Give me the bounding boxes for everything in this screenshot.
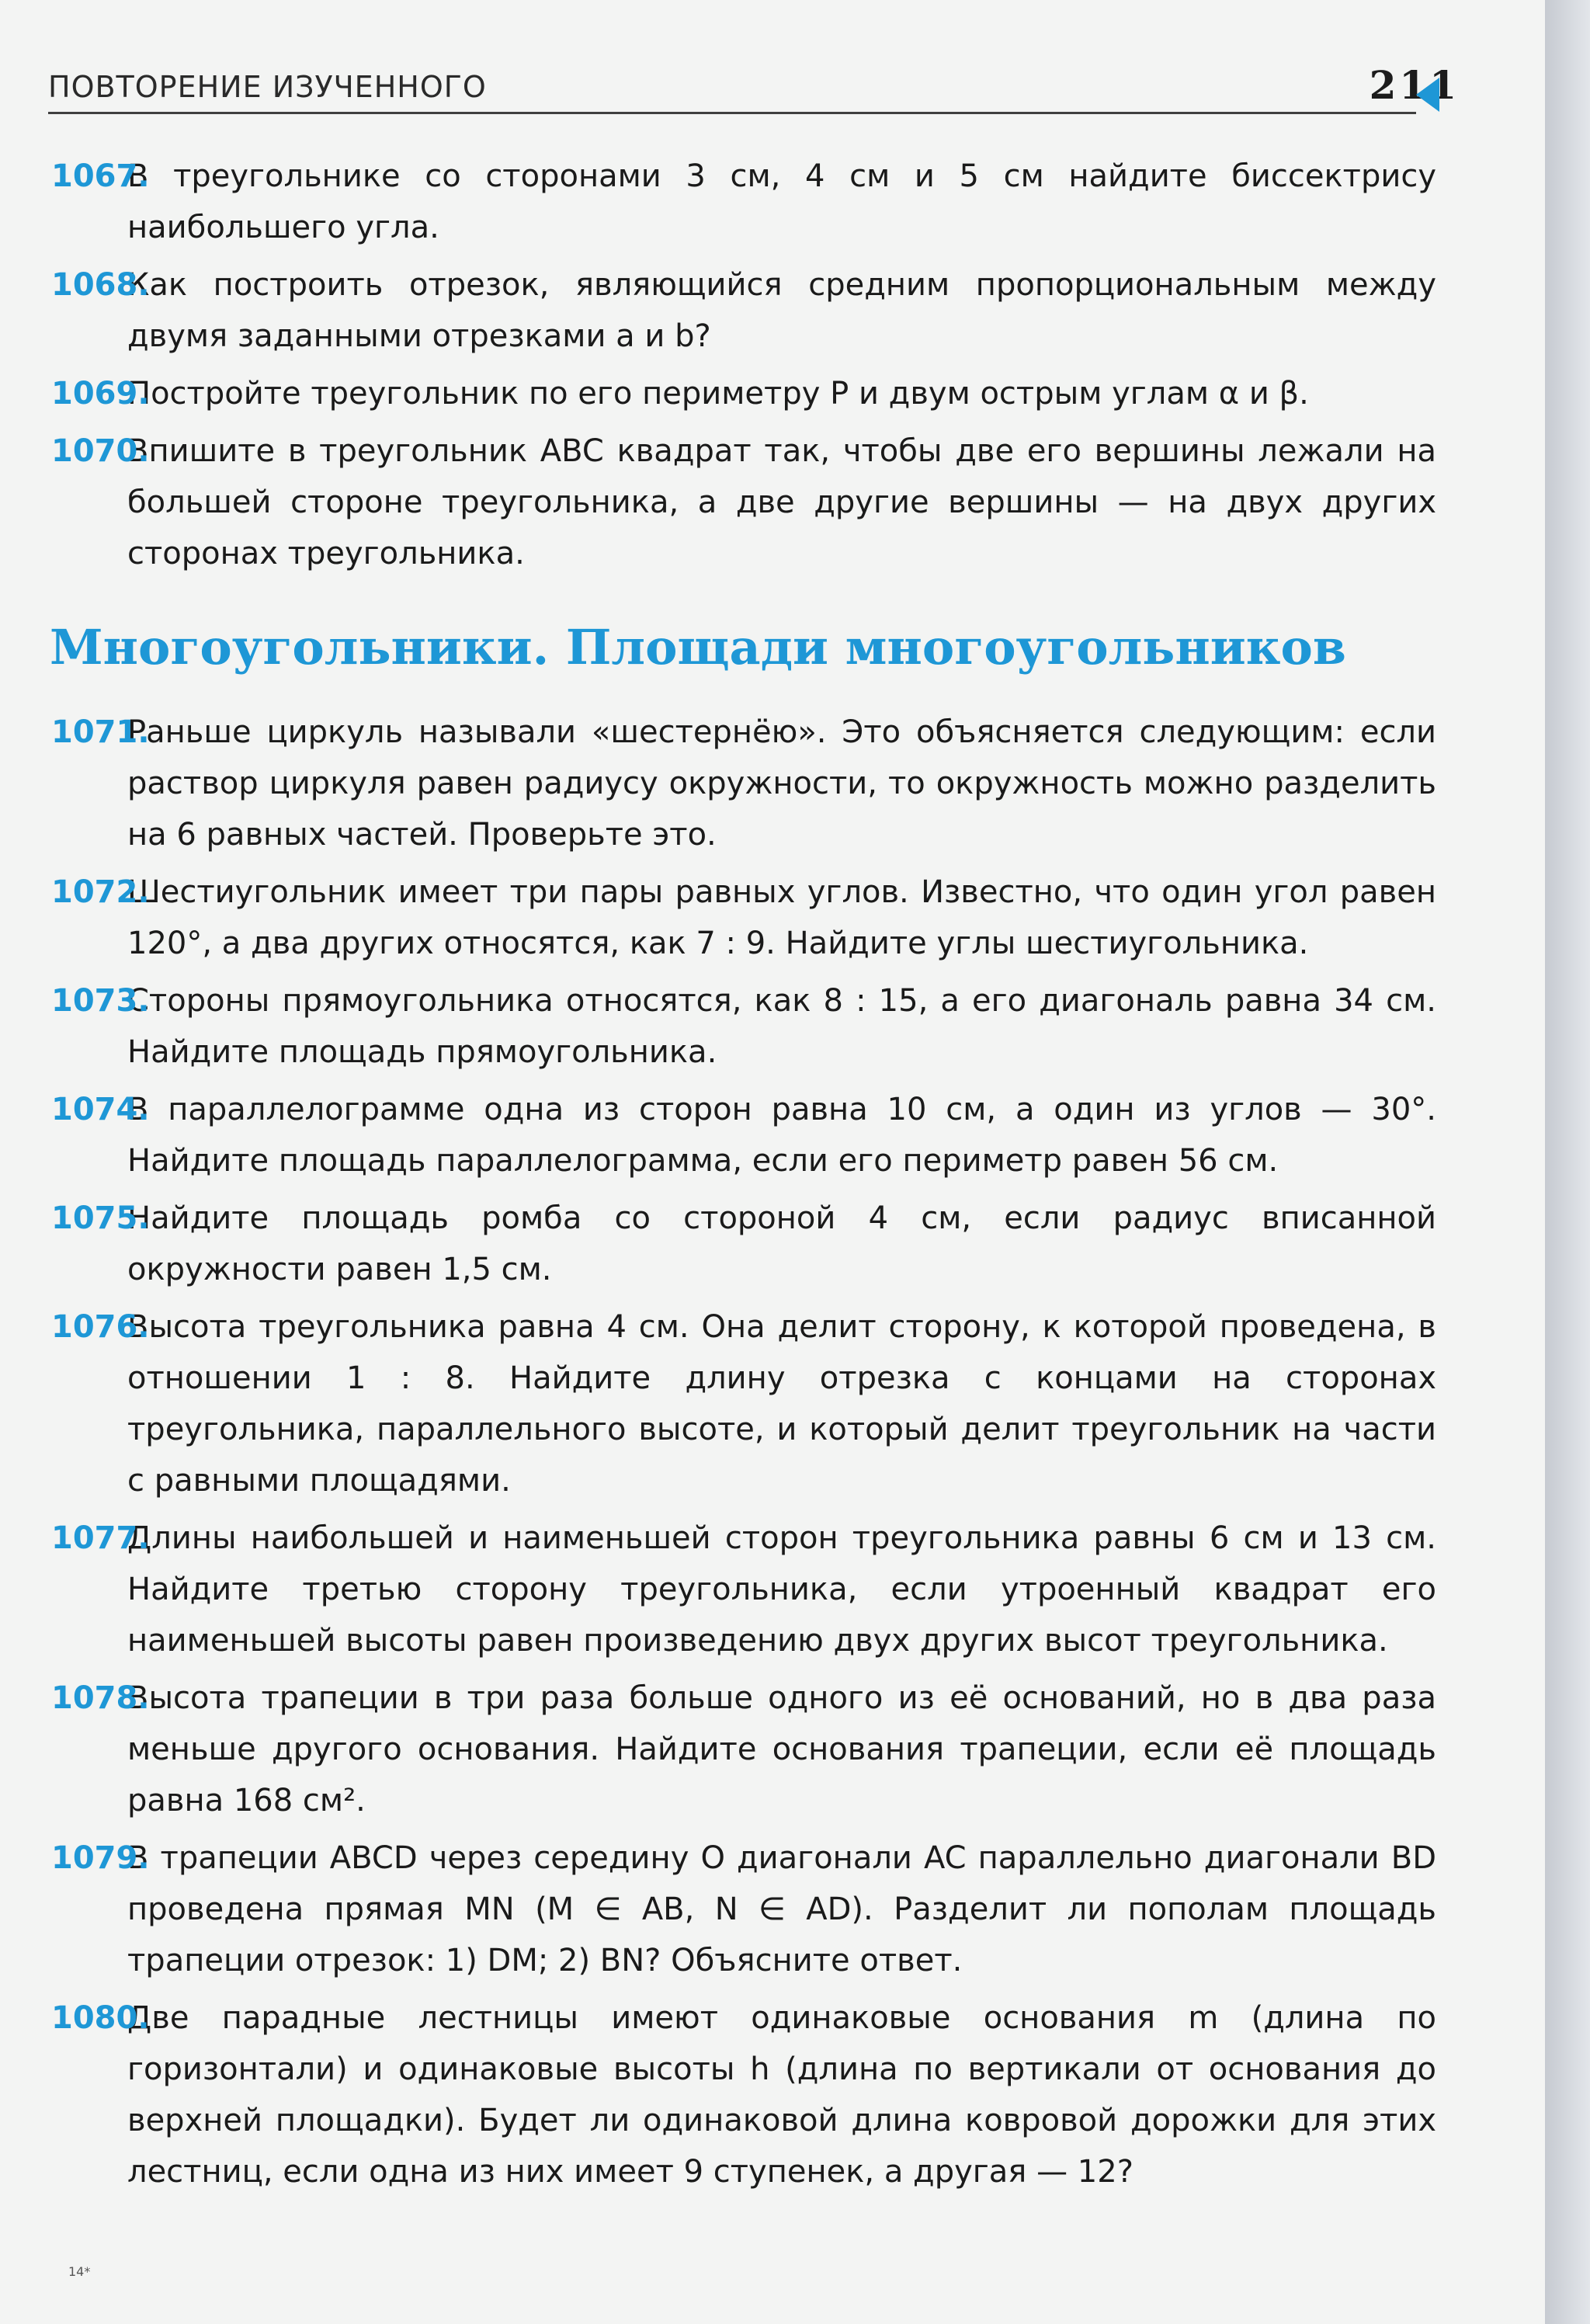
- problem-number: 1069.: [51, 376, 150, 412]
- problem-text: Стороны прямоугольника относятся, как 8 : 15, а его диагональ равна 34 см. Найдите площадь прямоугольника.: [127, 983, 1436, 1070]
- page-number: 211: [1369, 62, 1460, 108]
- problem-text: Высота треугольника равна 4 см. Она делит сторону, к которой проведена, в отношении 1 : 8. Найдите длину отрезка с концами на сторонах треугольника, параллельного высоте, и который делит треугольник на части с равными площадями.: [127, 1309, 1436, 1499]
- problem-1067: [51, 151, 1436, 253]
- problem-text: Постройте треугольник по его периметру P и двум острым углам α и β.: [127, 376, 1309, 412]
- page-content: [0, 151, 1545, 2204]
- problem-1080: [51, 1992, 1436, 2197]
- problem-1076: [51, 1301, 1436, 1506]
- problem-number: 1068.: [51, 267, 150, 303]
- page-marker-triangle-icon: [1416, 78, 1439, 112]
- problem-text: Найдите площадь ромба со стороной 4 см, если радиус вписанной окружности равен 1,5 см.: [127, 1200, 1436, 1287]
- problem-number: 1078.: [51, 1680, 150, 1716]
- problem-text: Высота трапеции в три раза больше одного из её оснований, но в два раза меньше другого основания. Найдите основания трапеции, если её площадь равна 168 см².: [127, 1680, 1436, 1819]
- header-rule: [48, 112, 1416, 114]
- running-head: ПОВТОРЕНИЕ ИЗУЧЕННОГО: [48, 70, 487, 104]
- problem-1069: [51, 368, 1436, 419]
- problem-text: Раньше циркуль называли «шестернёю». Это объясняется следующим: если раствор циркуля равен радиусу окружности, то окружность можно разделить на 6 равных частей. Проверьте это.: [127, 714, 1436, 853]
- problem-text: Длины наибольшей и наименьшей сторон треугольника равны 6 см и 13 см. Найдите третью сторону треугольника, если утроенный квадрат его наименьшей высоты равен произведению двух других высот треугольника.: [127, 1520, 1436, 1659]
- section-title: Многоугольники. Площади многоугольников: [50, 619, 1346, 676]
- problem-1072: [51, 867, 1436, 969]
- problem-number: 1073.: [51, 983, 150, 1019]
- problem-1079: [51, 1832, 1436, 1986]
- problem-number: 1070.: [51, 433, 150, 469]
- problem-text: Шестиугольник имеет три пары равных углов. Известно, что один угол равен 120°, а два других относятся, как 7 : 9. Найдите углы шестиугольника.: [127, 874, 1436, 961]
- problem-number: 1079.: [51, 1840, 150, 1876]
- page-edge-shadow: [1545, 0, 1590, 2324]
- problem-text: В параллелограмме одна из сторон равна 10 см, а один из углов — 30°. Найдите площадь параллелограмма, если его периметр равен 56 см.: [127, 1092, 1436, 1179]
- problem-number: 1077.: [51, 1520, 150, 1556]
- problem-1075: [51, 1193, 1436, 1295]
- signature-mark: 14*: [68, 2264, 91, 2279]
- problem-1070: [51, 426, 1436, 579]
- problem-number: 1074.: [51, 1092, 150, 1127]
- problem-number: 1080.: [51, 2000, 150, 2036]
- problem-text: В треугольнике со сторонами 3 см, 4 см и 5 см найдите биссектрису наибольшего угла.: [127, 158, 1436, 245]
- problem-1068: [51, 259, 1436, 362]
- problem-1077: [51, 1513, 1436, 1666]
- problem-1071: [51, 707, 1436, 860]
- problem-number: 1072.: [51, 874, 150, 910]
- problem-number: 1076.: [51, 1309, 150, 1345]
- problem-1074: [51, 1084, 1436, 1186]
- problem-text: Две парадные лестницы имеют одинаковые основания m (длина по горизонтали) и одинаковые высоты h (длина по вертикали от основания до верхней площадки). Будет ли одинаковой длина ковровой дорожки для этих лестниц, если одна из них имеет 9 ступенек, а другая — 12?: [127, 2000, 1436, 2190]
- problem-number: 1075.: [51, 1200, 150, 1236]
- problem-number: 1071.: [51, 714, 150, 750]
- problem-1078: [51, 1673, 1436, 1826]
- problem-1073: [51, 975, 1436, 1078]
- problem-number: 1067.: [51, 158, 150, 194]
- problem-text: В трапеции ABCD через середину O диагонали AC параллельно диагонали BD проведена прямая MN (M ∈ AB, N ∈ AD). Разделит ли пополам площадь трапеции отрезок: 1) DM; 2) BN? Объясните ответ.: [127, 1840, 1436, 1978]
- problem-text: Впишите в треугольник ABC квадрат так, чтобы две его вершины лежали на большей стороне треугольника, а две другие вершины — на двух других сторонах треугольника.: [127, 433, 1436, 571]
- problem-text: Как построить отрезок, являющийся средним пропорциональным между двумя заданными отрезками a и b?: [127, 267, 1436, 354]
